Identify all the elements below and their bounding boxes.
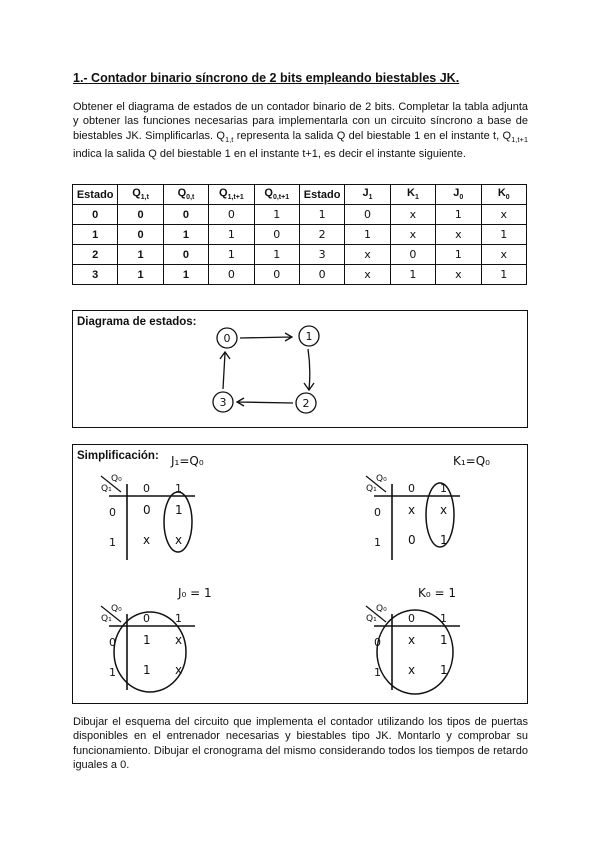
kmap-cell: x [175, 663, 183, 677]
table-cell: 1 [163, 225, 208, 245]
table-cell: 0 [209, 265, 254, 285]
table-cell: 0 [163, 205, 208, 225]
table-row [73, 265, 527, 285]
header-q1t1: $Q_{1,t+1}$ [209, 185, 254, 205]
table-row [73, 205, 527, 225]
header-q1t: $Q_{1,t}$ [118, 185, 163, 205]
state-label-0: 0 [223, 332, 231, 345]
table-cell: 1 [481, 265, 526, 285]
kmap-cell: 1 [440, 633, 448, 647]
table-cell: 0 [254, 265, 299, 285]
kmap-cell: 0 [408, 533, 416, 547]
table-cell: x [436, 265, 481, 285]
table-cell: 3 [73, 265, 118, 285]
kmap-row-var: Q₁ [366, 484, 377, 494]
intro-paragraph [73, 100, 528, 161]
header-k1: $K_1$ [390, 185, 435, 205]
table-cell: 1 [209, 225, 254, 245]
kmap-row-var: Q₁ [366, 614, 377, 624]
kmap-cell: x [408, 503, 416, 517]
closing-paragraph: Dibujar el esquema del circuito que implementa el contador utilizando los tipos de puertas disponibles en el entrenador necesarias y biestables tipo JK. Montarlo y comprobar su funcionamiento. Dibujar el cronograma del mismo considerando todos los tiempos de retardo iguales a 0. [73, 716, 528, 771]
table-cell: 1 [163, 265, 208, 285]
kmap-row-header: 1 [374, 536, 381, 549]
header-j0: $J_0$ [436, 185, 481, 205]
exercise-title: 1.- Contador binario síncrono de 2 bits empleando biestables JK. [73, 71, 460, 85]
table-cell: 2 [299, 225, 344, 245]
table-cell: 3 [299, 245, 344, 265]
kmap-row-var: Q₁ [101, 484, 112, 494]
table-row [73, 245, 527, 265]
simplification-label: Simplificación: [77, 450, 159, 462]
kmap-col-header: 0 [408, 482, 415, 495]
kmap-row-header: 0 [374, 506, 381, 519]
table-cell: 1 [299, 205, 344, 225]
simplification-box [72, 444, 528, 704]
kmap-group-loop [114, 612, 186, 692]
table-cell: 0 [73, 205, 118, 225]
karnaugh-map [366, 454, 490, 560]
table-cell: 0 [118, 205, 163, 225]
table-cell: x [436, 225, 481, 245]
table-cell: 0 [163, 245, 208, 265]
table-cell: 0 [390, 245, 435, 265]
intro-text-3: indica la salida Q del biestable 1 en el instante t+1, es decir el instante siguiente. [73, 148, 466, 161]
intro-text-2: representa la salida Q del biestable 1 en el instante t, Q [233, 129, 512, 142]
state-table-header [73, 185, 527, 205]
table-cell: 1 [254, 205, 299, 225]
header-q0t: $Q_{0,t}$ [163, 185, 208, 205]
kmap-row-header: 1 [109, 536, 116, 549]
kmap-cell: 1 [143, 633, 151, 647]
table-row [73, 225, 527, 245]
kmap-cell: 1 [175, 503, 183, 517]
arrow-3-to-0 [220, 352, 230, 389]
table-cell: 1 [481, 225, 526, 245]
kmap-cell: 1 [143, 663, 151, 677]
kmap-cell: 1 [440, 533, 448, 547]
kmap-result: K₀ = 1 [418, 586, 456, 600]
header-estado: Estado [73, 185, 118, 205]
table-cell: 2 [73, 245, 118, 265]
kmap-cell: x [408, 633, 416, 647]
header-j1: $J_1$ [345, 185, 390, 205]
kmap-result: J₀ = 1 [178, 586, 212, 600]
table-cell: 1 [209, 245, 254, 265]
state-table [72, 184, 527, 285]
table-cell: x [481, 245, 526, 265]
kmap-col-header: 1 [440, 482, 447, 495]
state-diagram [73, 311, 527, 427]
state-diagram-label: Diagrama de estados: [77, 316, 197, 328]
kmap-col-header: 1 [440, 612, 447, 625]
table-cell: x [390, 225, 435, 245]
state-label-2: 2 [302, 397, 310, 410]
table-cell: 0 [345, 205, 390, 225]
table-cell: 0 [118, 225, 163, 245]
table-cell: 1 [254, 245, 299, 265]
header-k0: $K_0$ [481, 185, 526, 205]
kmap-cell: x [175, 533, 183, 547]
kmap-col-header: 1 [175, 482, 182, 495]
kmap-col-var: Q₀ [376, 474, 387, 484]
table-cell: 0 [209, 205, 254, 225]
karnaugh-maps [73, 445, 527, 703]
table-cell: 0 [299, 265, 344, 285]
karnaugh-map [366, 586, 460, 694]
kmap-col-header: 0 [143, 612, 150, 625]
kmap-col-header: 0 [143, 482, 150, 495]
arrow-2-to-3 [237, 398, 293, 406]
table-cell: 1 [118, 265, 163, 285]
header-q0t1: $Q_{0,t+1}$ [254, 185, 299, 205]
table-cell: x [481, 205, 526, 225]
kmap-row-header: 0 [109, 636, 116, 649]
table-cell: 1 [345, 225, 390, 245]
kmap-col-header: 1 [175, 612, 182, 625]
kmap-cell: x [408, 663, 416, 677]
kmap-col-var: Q₀ [376, 604, 387, 614]
header-estado-next: Estado [299, 185, 344, 205]
kmap-result: K₁=Q₀ [453, 454, 490, 468]
table-cell: 1 [436, 205, 481, 225]
kmap-col-var: Q₀ [111, 474, 122, 484]
table-cell: 0 [254, 225, 299, 245]
kmap-row-header: 1 [374, 666, 381, 679]
kmap-cell: x [175, 633, 183, 647]
kmap-cell: 1 [440, 663, 448, 677]
kmap-cell: x [440, 503, 448, 517]
kmap-col-var: Q₀ [111, 604, 122, 614]
intro-sub-1: 1,t [224, 134, 234, 144]
table-cell: 1 [118, 245, 163, 265]
kmap-col-header: 0 [408, 612, 415, 625]
arrow-1-to-2 [304, 349, 314, 390]
state-label-1: 1 [305, 330, 313, 343]
kmap-cell: x [143, 533, 151, 547]
kmap-row-var: Q₁ [101, 614, 112, 624]
table-cell: 1 [436, 245, 481, 265]
table-cell: x [390, 205, 435, 225]
kmap-row-header: 0 [109, 506, 116, 519]
kmap-row-header: 0 [374, 636, 381, 649]
karnaugh-map [101, 586, 212, 692]
kmap-group-loop [377, 610, 453, 694]
karnaugh-map [101, 454, 204, 560]
table-cell: x [345, 245, 390, 265]
state-diagram-box [72, 310, 528, 428]
kmap-cell: 0 [143, 503, 151, 517]
table-cell: 1 [73, 225, 118, 245]
kmap-result: J₁=Q₀ [171, 454, 204, 468]
intro-sub-2: 1,t+1 [511, 134, 528, 144]
state-label-3: 3 [219, 396, 227, 409]
table-cell: 1 [390, 265, 435, 285]
table-cell: x [345, 265, 390, 285]
arrow-0-to-1 [240, 333, 292, 341]
kmap-row-header: 1 [109, 666, 116, 679]
intro-text-1: Obtener el diagrama de estados de un contador binario de 2 bits. Completar la tabla adjunta y obtener las funciones necesarias para implementarla con un circuito síncrono a base de biestables JK. Simplificarlas. Q [73, 101, 528, 142]
